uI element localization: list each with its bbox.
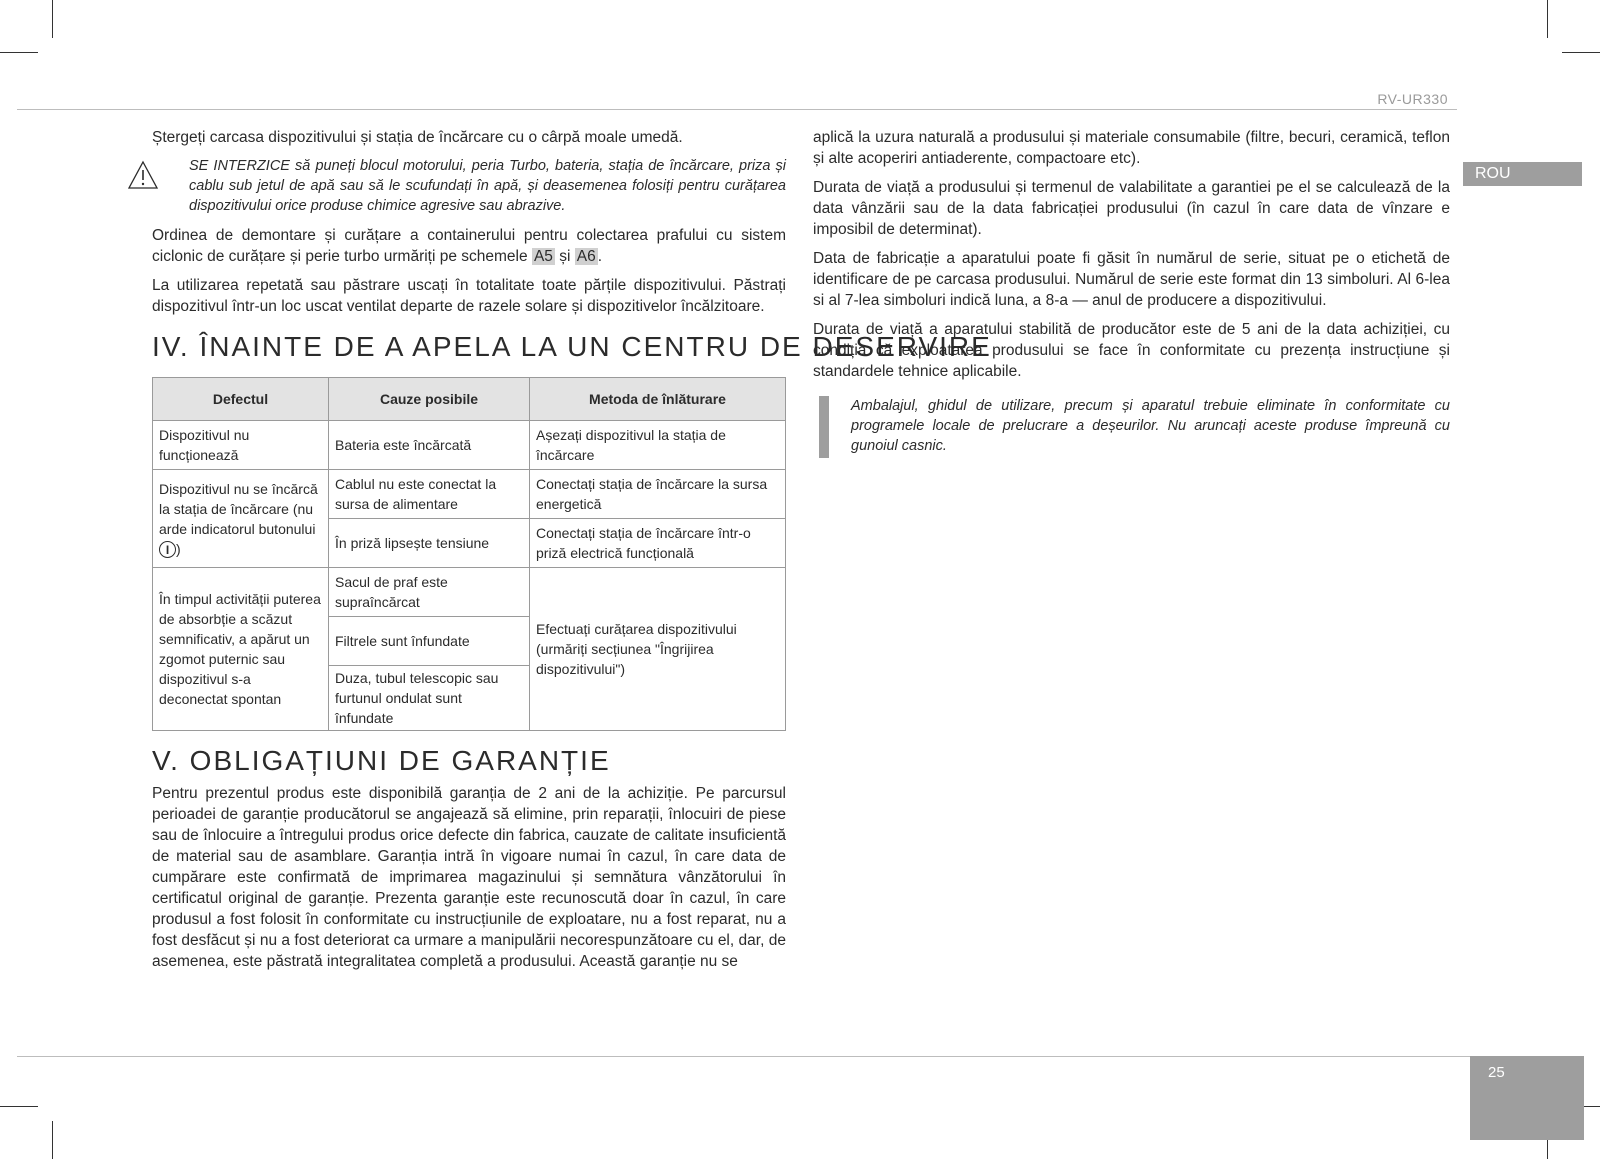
page-number-box <box>1470 1056 1584 1140</box>
warning-triangle-icon <box>127 160 159 190</box>
model-label: RV-UR330 <box>1377 91 1448 107</box>
cause-cell: În priză lipsește tensiune <box>329 519 530 568</box>
defect-cell <box>153 470 329 568</box>
language-tab: ROU <box>1463 162 1582 186</box>
paragraph: Ștergeți carcasa dispozitivului și stația de încărcare cu o cârpă moale umedă. <box>152 129 683 146</box>
column-header: Cauze posibile <box>329 378 530 421</box>
cause-cell: Bateria este încărcată <box>329 421 530 470</box>
paragraph: Durata de viață a produsului și termenul de valabilitate a garantiei pe el se calculează de la data vânzării sau de la data fabricației produsului (în cazul în care data de vînzare e imposibil de determinat). <box>813 179 1450 238</box>
table-row <box>153 470 786 519</box>
table-header-row <box>153 378 786 421</box>
paragraph-text: Ordinea de demontare și curățare a containerului pentru colectarea prafului cu sistem ciclonic de curățare și perie turbo urmăriți pe schemele <box>152 227 786 265</box>
paragraph: Pentru prezentul produs este disponibilă garanția de 2 ani de la achiziție. Pe parcursul perioadei de garanție producătorul se angajează să elimine, prin reparații, înlocuiri de piese sau de înlocuire a întregului produs orice defecte din fabrica, cauzate de calitate insuficientă de material sau de asamblare. Garanția intră în vigoare numai în cazul, în care data de cumpărare este confirmată de imprimarea magazinului și semnătura vânzătorului în certificatul original de garanție. Prezenta garanție este recunoscută doar în cazul, în care produsul a fost folosit în conformitate cu instrucțiunile de exploatare, nu a fost reparat, nu a fost desfăcut și nu a fost deteriorat ca urmare a manipulării necorespunzătoare cu el, dar, de asemenea, este păstrată integralitatea completă a produsului. Această garanție nu se <box>152 785 786 970</box>
troubleshooting-table <box>152 377 786 731</box>
disposal-note <box>813 396 1450 456</box>
table-row <box>153 568 786 617</box>
column-header: Metoda de înlăturare <box>530 378 786 421</box>
table-row <box>153 421 786 470</box>
paragraph: Durata de viață a aparatului stabilită de producător este de 5 ani de la data achiziției, cu condiția că exploatarea produsului se face în conformitate cu prezența instrucțiune și standardele tehnice aplicabile. <box>813 321 1450 380</box>
fix-cell: Conectați stația de încărcare într-o priză electrică funcțională <box>530 519 786 568</box>
cause-cell: Cablul nu este conectat la sursa de alimentare <box>329 470 530 519</box>
paragraph: La utilizarea repetată sau păstrare uscați în totalitate toate părțile dispozitivului. Păstrați dispozitivul într-un loc uscat ventilat departe de razele solare și dispozitivelor încălzitoare. <box>152 277 786 315</box>
note-bar <box>819 396 829 458</box>
defect-cell: Dispozitivul nu funcționează <box>153 421 329 470</box>
cause-cell: Filtrele sunt înfundate <box>329 617 530 666</box>
crop-mark <box>52 1121 53 1159</box>
fix-cell: Efectuați curățarea dispozitivului (urmăriți secțiunea "Îngrijirea dispozitivului") <box>530 568 786 731</box>
power-button-icon: I <box>159 541 176 558</box>
fix-cell: Conectați stația de încărcare la sursa energetică <box>530 470 786 519</box>
right-column <box>813 127 1450 456</box>
section-title-iv: IV. ÎNAINTE DE A APELA LA UN CENTRU DE DESERVIRE <box>152 331 992 362</box>
page-number: 25 <box>1488 1064 1505 1081</box>
left-column <box>152 127 992 972</box>
section-title-v: V. OBLIGAȚIUNI DE GARANȚIE <box>152 745 611 776</box>
fix-cell: Așezați dispozitivul la stația de încărcare <box>530 421 786 470</box>
figure-ref-a5: A5 <box>533 248 553 265</box>
defect-text: Dispozitivul nu se încărcă la stația de încărcare (nu arde indicatorul butonului <box>159 480 318 537</box>
defect-cell: În timpul activității puterea de absorbție a scăzut semnificativ, a apărut un zgomot puternic sau dispozitivul s-a deconectat spontan <box>153 568 329 731</box>
column-header: Defectul <box>153 378 329 421</box>
paragraph: Ordinea de demontare și curățare a containerului pentru colectarea prafului cu sistem ciclonic de curățare și perie turbo urmăriți pe schemele A5 și A6 . <box>152 227 786 265</box>
warning-text: SE INTERZICE să puneți blocul motorului, peria Turbo, bateria, stația de încărcare, priza și cablu sub jetul de apă sau să le scufundați în apă, și deasemenea folosiți pentru curățarea dispozitivului orice produse chimice agresive sau abrazive. <box>189 158 786 214</box>
note-text: Ambalajul, ghidul de utilizare, precum și aparatul trebuie eliminate în conformitate cu programele locale de prelucrare a deșeurilor. Nu aruncați aceste produse împreună cu gunoiul casnic. <box>851 398 1450 454</box>
crop-mark <box>52 0 53 38</box>
cause-cell: Sacul de praf este supraîncărcat <box>329 568 530 617</box>
header-rule <box>17 109 1457 110</box>
warning-block <box>152 156 786 216</box>
crop-mark <box>1547 0 1548 38</box>
defect-text-end: ) <box>176 540 181 557</box>
cause-cell: Duza, tubul telescopic sau furtunul ondulat sunt înfundate <box>329 666 530 731</box>
crop-mark <box>0 52 38 53</box>
crop-mark <box>1562 52 1600 53</box>
conjunction: și <box>559 248 571 265</box>
figure-ref-a6: A6 <box>576 248 596 265</box>
footer-rule <box>17 1056 1470 1057</box>
paragraph: Data de fabricație a aparatului poate fi găsit în numărul de serie, situat pe o etichetă de identificare de pe carcasa produsului. Numărul de serie este format din 13 simboluri. Al 6-lea si al 7-lea simboluri indică luna, a 8-a — anul de producere a dispozitivului. <box>813 250 1450 309</box>
paragraph: aplică la uzura naturală a produsului și materiale consumabile (filtre, becuri, ceramică, teflon și alte acoperiri antiaderente, compactoare etc). <box>813 129 1450 167</box>
crop-mark <box>0 1106 38 1107</box>
